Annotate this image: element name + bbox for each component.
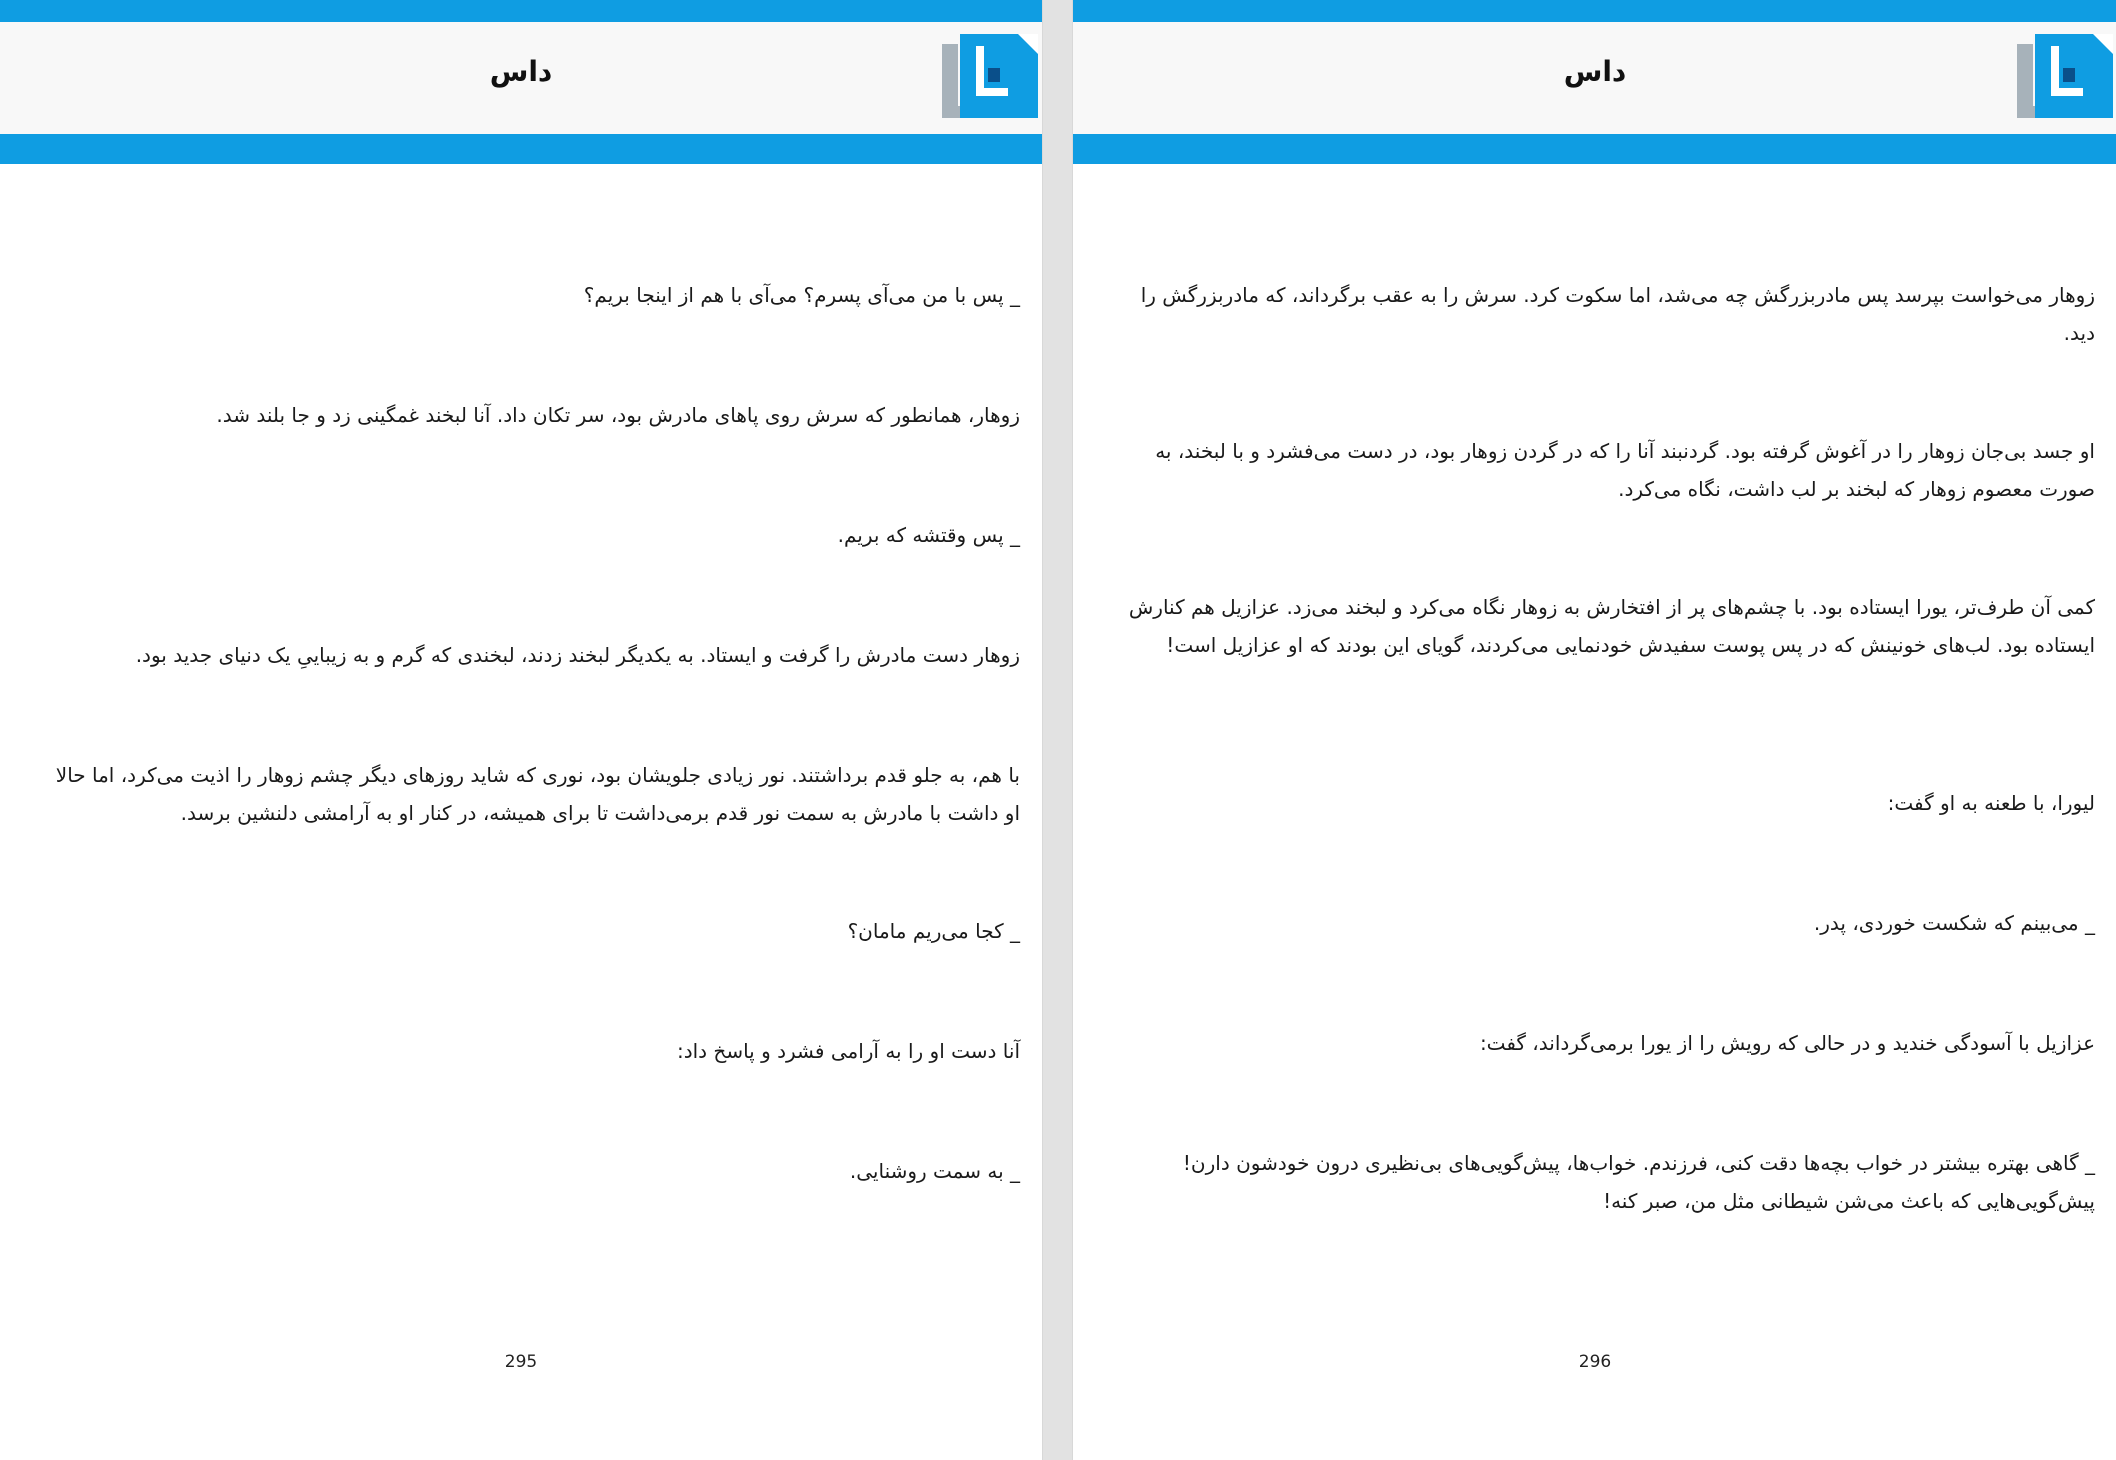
page-right[interactable] (1072, 0, 2116, 1460)
paragraph: کمی آن طرف‌تر، یورا ایستاده بود. با چشم‌های پر از افتخارش به زوهار نگاه می‌کرد و لبخند می‌زد. عزازیل هم کنارش ایستاده بود. لب‌های خونینش که در پس پوست سفیدش خودنمایی می‌کردند، گویای این بودند که او عزازیل است! (1128, 595, 2095, 657)
paragraph: زوهار می‌خواست بپرسد پس مادربزرگش چه می‌شد، اما سکوت کرد. سرش را به عقب برگرداند، که مادربزرگش را دید. (1140, 283, 2095, 345)
paragraph: با هم، به جلو قدم برداشتند. نور زیادی جلویشان بود، نوری که شاید روزهای دیگر چشم زوهار را اذیت می‌کرد، اما حالا او داشت با مادرش به سمت نور قدم برمی‌داشت تا برای همیشه، در کنار او به آرامشی دلنشین برسد. (55, 763, 1020, 825)
publisher-logo-icon (2017, 34, 2113, 122)
paragraph: لیورا، با طعنه به او گفت: (1887, 791, 2095, 815)
header-bottom-bar (1073, 134, 2116, 164)
header-top-bar (1073, 0, 2116, 22)
paragraph: _ به سمت روشنایی. (849, 1159, 1020, 1183)
paragraph: _ پس وقتشه که بریم. (837, 523, 1020, 547)
book-title: داس (1563, 55, 1627, 88)
paragraph: آنا دست او را به آرامی فشرد و پاسخ داد: (676, 1039, 1020, 1063)
paragraph: زوهار دست مادرش را گرفت و ایستاد. به یکدیگر لبخند زدند، لبخندی که گرم و به زیباییِ یک دنیای جدید بود. (135, 643, 1020, 667)
publisher-logo-icon (942, 34, 1038, 122)
paragraph: عزازیل با آسودگی خندید و در حالی که رویش را از یورا برمی‌گرداند، گفت: (1479, 1031, 2095, 1055)
page-number: 296 (1578, 1352, 1612, 1372)
paragraph: _ پس با من می‌آی پسرم؟ می‌آی با هم از اینجا بریم؟ (583, 283, 1020, 307)
header-top-bar (0, 0, 1042, 22)
page-number: 295 (504, 1352, 538, 1372)
page-left[interactable] (0, 0, 1043, 1460)
paragraph: زوهار، همانطور که سرش روی پاهای مادرش بود، سر تکان داد. آنا لبخند غمگینی زد و جا بلند شد. (216, 403, 1020, 427)
paragraph: _ می‌بینم که شکست خوردی، پدر. (1813, 911, 2095, 935)
paragraph: او جسد بی‌جان زوهار را در آغوش گرفته بود. گردنبند آنا را که در گردن زوهار بود، در دست می‌فشرد و با لبخند، به صورت معصوم زوهار که لبخند بر لب داشت، نگاه می‌کرد. (1155, 439, 2095, 501)
paragraph: _ کجا می‌ریم مامان؟ (847, 919, 1020, 943)
paragraph: _ گاهی بهتره بیشتر در خواب بچه‌ها دقت کنی، فرزندم. خواب‌ها، پیش‌گویی‌های بی‌نظیری درون خودشون دارن! پیش‌گویی‌هایی که باعث می‌شن شیطانی مثل من، صبر کنه! (1182, 1151, 2095, 1213)
book-title: داس (489, 55, 553, 88)
header-bottom-bar (0, 134, 1042, 164)
